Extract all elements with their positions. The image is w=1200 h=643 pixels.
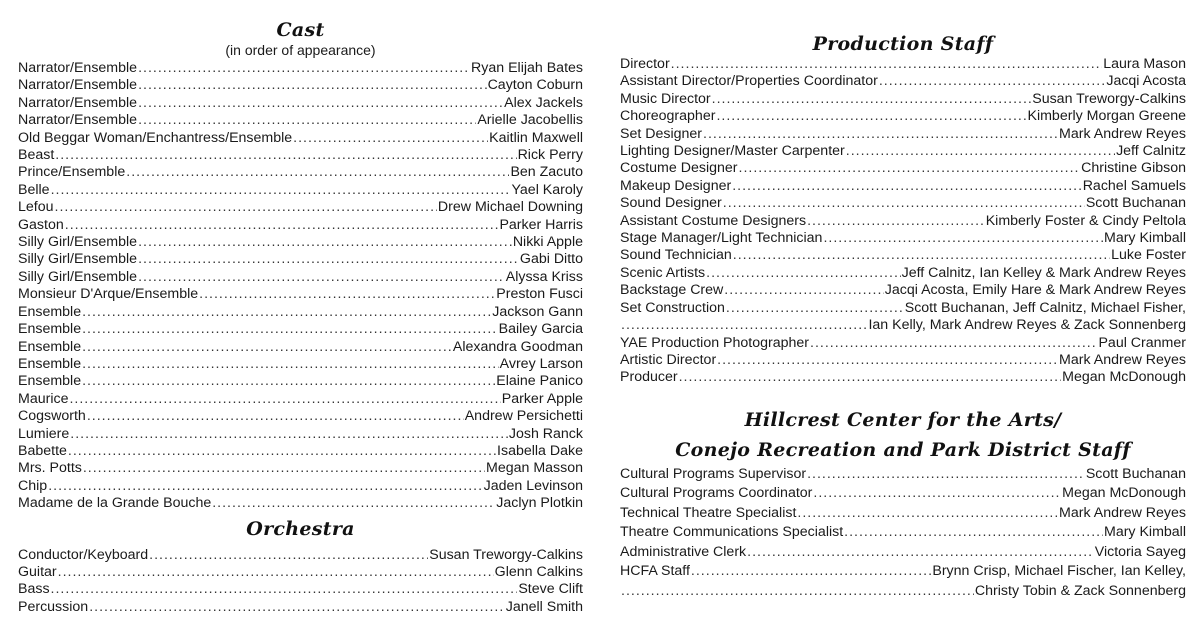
orchestra-heading: Orchestra	[246, 517, 355, 540]
credit-row	[18, 339, 583, 356]
leader-dots	[138, 251, 519, 268]
production-staff-heading: Production Staff	[812, 33, 994, 55]
leader-dots	[716, 108, 1026, 125]
credit-role: Costume Designer	[620, 160, 738, 177]
leader-dots	[82, 373, 495, 390]
credit-role: Prince/Ensemble	[18, 164, 126, 181]
credit-name: Gabi Ditto	[519, 251, 583, 268]
credit-name: Josh Ranck	[508, 425, 583, 442]
leader-dots	[691, 562, 931, 582]
credit-name: Mary Kimball	[1104, 524, 1186, 541]
credit-row	[620, 56, 1186, 73]
credit-role: Set Designer	[620, 125, 703, 142]
leader-dots	[138, 60, 470, 77]
credit-role: Narrator/Ensemble	[18, 77, 138, 94]
leader-dots	[823, 230, 1103, 247]
credit-row	[620, 178, 1186, 195]
leader-dots	[48, 478, 482, 495]
credit-role: Director	[620, 56, 670, 72]
credit-name: Mark Andrew Reyes	[1059, 125, 1186, 142]
credit-row	[18, 304, 583, 321]
credit-role: Beast	[18, 147, 55, 164]
credit-row	[620, 108, 1186, 125]
credit-row	[620, 352, 1186, 369]
credit-role: Mrs. Potts	[18, 460, 82, 477]
credit-role: Silly Girl/Ensemble	[18, 234, 138, 251]
credit-name: Jaden Levinson	[483, 477, 583, 494]
credit-role: Scenic Artists	[620, 264, 706, 281]
hillcrest-staff-list	[620, 465, 1186, 602]
leader-dots	[51, 581, 518, 598]
credit-row	[620, 160, 1186, 177]
credit-name: Parker Harris	[499, 216, 583, 233]
credit-row	[620, 213, 1186, 230]
credit-role: Backstage Crew	[620, 282, 724, 299]
credit-name: Bailey Garcia	[498, 321, 583, 338]
credit-row	[18, 112, 583, 129]
credit-role: Percussion	[18, 598, 89, 615]
credit-role: Ensemble	[18, 338, 82, 355]
credit-name: Kimberly Morgan Greene	[1027, 108, 1186, 125]
leader-dots	[679, 369, 1062, 386]
orchestra-list	[18, 547, 583, 617]
leader-dots	[726, 300, 904, 317]
leader-dots	[51, 182, 511, 199]
credit-name: Andrew Persichetti	[464, 408, 583, 425]
hillcrest-heading-line2: Conejo Recreation and Park District Staff	[675, 438, 1131, 461]
credit-role: Silly Girl/Ensemble	[18, 268, 138, 285]
credit-row	[620, 143, 1186, 160]
leader-dots	[82, 339, 452, 356]
leader-dots	[732, 178, 1081, 195]
credit-row	[620, 465, 1186, 485]
credit-row	[18, 547, 583, 564]
leader-dots	[879, 73, 1106, 90]
credit-name: Alyssa Kriss	[505, 268, 583, 285]
leader-dots	[712, 91, 1032, 108]
credit-row	[18, 217, 583, 234]
credit-row	[620, 195, 1186, 212]
leader-dots	[138, 112, 476, 129]
credit-row	[620, 317, 1186, 334]
leader-dots	[58, 564, 494, 581]
leader-dots	[813, 484, 1061, 504]
credit-role: Cultural Programs Coordinator	[620, 485, 813, 502]
credit-name: Alexandra Goodman	[452, 338, 583, 355]
credit-row	[18, 478, 583, 495]
credit-name: Megan Masson	[486, 460, 583, 477]
leader-dots	[82, 321, 498, 338]
leader-dots	[55, 199, 437, 216]
credit-name: Cayton Coburn	[487, 77, 583, 94]
credit-role: Narrator/Ensemble	[18, 60, 138, 76]
credit-name: Glenn Calkins	[494, 563, 583, 580]
leader-dots	[739, 160, 1081, 177]
leader-dots	[83, 460, 485, 477]
leader-dots	[138, 234, 512, 251]
credit-name: Parker Apple	[501, 390, 583, 407]
credit-row	[18, 286, 583, 303]
credit-role: Ensemble	[18, 321, 82, 338]
credit-name: Kaitlin Maxwell	[489, 129, 583, 146]
credit-name: Victoria Sayeg	[1094, 543, 1186, 560]
credit-row	[620, 504, 1186, 524]
leader-dots	[810, 335, 1097, 352]
credit-name: Christine Gibson	[1081, 160, 1186, 177]
leader-dots	[747, 543, 1094, 563]
credit-row	[18, 460, 583, 477]
credit-name: Kimberly Foster & Cindy Peltola	[985, 212, 1186, 229]
leader-dots	[706, 265, 900, 282]
credit-role: Technical Theatre Specialist	[620, 504, 797, 521]
credit-role: Assistant Costume Designers	[620, 212, 807, 229]
credit-name: Brynn Crisp, Michael Fischer, Ian Kelley,	[932, 563, 1186, 580]
credit-role: Old Beggar Woman/Enchantress/Ensemble	[18, 129, 293, 146]
leader-dots	[621, 582, 974, 602]
credit-role: Ensemble	[18, 373, 82, 390]
credit-row	[18, 321, 583, 338]
credit-name: Steve Clift	[518, 581, 583, 598]
credit-row	[18, 182, 583, 199]
leader-dots	[82, 304, 491, 321]
credit-name: Scott Buchanan, Jeff Calnitz, Michael Fisher,	[904, 299, 1186, 316]
credit-name: Jeff Calnitz, Ian Kelley & Mark Andrew Reyes	[901, 264, 1186, 281]
leader-dots	[717, 352, 1058, 369]
credit-row	[18, 164, 583, 181]
credit-name: Rachel Samuels	[1082, 177, 1186, 194]
credit-row	[620, 484, 1186, 504]
credit-name: Jacqi Acosta, Emily Hare & Mark Andrew Reyes	[884, 282, 1186, 299]
credit-row	[18, 199, 583, 216]
credit-role: Madame de la Grande Bouche	[18, 495, 212, 512]
leader-dots	[138, 269, 505, 286]
credit-name: Luke Foster	[1111, 247, 1186, 264]
leader-dots	[55, 147, 516, 164]
credit-role: Artistic Director	[620, 351, 717, 368]
left-column	[18, 0, 583, 616]
credit-row	[620, 247, 1186, 264]
credit-name: Yael Karoly	[511, 181, 583, 198]
credit-name: Ryan Elijah Bates	[471, 60, 583, 76]
leader-dots	[212, 495, 495, 512]
cast-list	[18, 60, 583, 513]
credit-role: Stage Manager/Light Technician	[620, 230, 823, 247]
credit-name: Drew Michael Downing	[437, 199, 583, 216]
leader-dots	[621, 317, 867, 334]
credit-row	[620, 300, 1186, 317]
credit-row	[620, 73, 1186, 90]
credit-role: Music Director	[620, 90, 711, 107]
credit-name: Isabella Dake	[497, 442, 583, 459]
credit-name: Ian Kelly, Mark Andrew Reyes & Zack Sonnenberg	[868, 317, 1186, 334]
credit-name: Mark Andrew Reyes	[1059, 351, 1186, 368]
leader-dots	[68, 443, 496, 460]
credit-row	[620, 582, 1186, 602]
credit-row	[18, 564, 583, 581]
credit-name: Nikki Apple	[512, 234, 583, 251]
credit-role: Chip	[18, 477, 48, 494]
credit-row	[18, 408, 583, 425]
credit-role: Producer	[620, 369, 678, 386]
credit-role: Sound Designer	[620, 195, 722, 212]
leader-dots	[846, 143, 1115, 160]
credit-role: Sound Technician	[620, 247, 732, 264]
right-column	[620, 0, 1186, 601]
credit-role: Ensemble	[18, 355, 82, 372]
leader-dots	[733, 247, 1110, 264]
credit-name: Scott Buchanan	[1085, 465, 1186, 482]
credit-row	[620, 562, 1186, 582]
credit-role: Guitar	[18, 563, 57, 580]
leader-dots	[89, 599, 505, 616]
credit-name: Susan Treworgy-Calkins	[429, 546, 583, 563]
credit-role: Bass	[18, 581, 50, 598]
credit-row	[18, 95, 583, 112]
credit-role: Narrator/Ensemble	[18, 112, 138, 129]
credit-name: Arielle Jacobellis	[477, 112, 583, 129]
credit-row	[18, 495, 583, 512]
credit-row	[18, 251, 583, 268]
credit-row	[18, 443, 583, 460]
credit-role: HCFA Staff	[620, 563, 690, 580]
credit-row	[18, 356, 583, 373]
credit-name: Alex Jackels	[504, 94, 583, 111]
credit-role: Belle	[18, 181, 50, 198]
hillcrest-heading	[620, 405, 1186, 465]
credit-name: Mary Kimball	[1104, 230, 1186, 247]
credit-name: Jackson Gann	[492, 303, 583, 320]
leader-dots	[82, 356, 499, 373]
credit-row	[620, 543, 1186, 563]
credit-row	[18, 391, 583, 408]
credit-role: Monsieur D'Arque/Ensemble	[18, 286, 199, 303]
credit-name: Susan Treworgy-Calkins	[1032, 90, 1186, 107]
credit-row	[18, 130, 583, 147]
production-staff-list	[620, 56, 1186, 387]
credit-name: Avrey Larson	[499, 355, 583, 372]
credit-row	[620, 126, 1186, 143]
leader-dots	[199, 286, 495, 303]
credit-role: Set Construction	[620, 299, 725, 316]
leader-dots	[65, 217, 499, 234]
leader-dots	[126, 164, 509, 181]
credit-name: Ben Zacuto	[510, 164, 583, 181]
credit-role: Cogsworth	[18, 408, 86, 425]
leader-dots	[703, 126, 1058, 143]
leader-dots	[138, 77, 486, 94]
credit-row	[620, 265, 1186, 282]
hillcrest-heading-line1: Hillcrest Center for the Arts/	[744, 408, 1062, 431]
credit-role: Lumiere	[18, 425, 70, 442]
leader-dots	[138, 95, 503, 112]
credit-name: Megan McDonough	[1062, 485, 1186, 502]
credit-row	[18, 147, 583, 164]
credit-role: Cultural Programs Supervisor	[620, 465, 807, 482]
credit-name: Janell Smith	[505, 598, 583, 615]
credit-name: Jacqi Acosta	[1106, 73, 1186, 90]
credit-row	[18, 60, 583, 77]
credit-row	[620, 282, 1186, 299]
credit-row	[18, 599, 583, 616]
credit-name: Mark Andrew Reyes	[1059, 504, 1186, 521]
credit-name: Rick Perry	[517, 147, 583, 164]
leader-dots	[293, 130, 488, 147]
credit-role: Silly Girl/Ensemble	[18, 251, 138, 268]
credit-row	[620, 369, 1186, 386]
credit-role: Theatre Communications Specialist	[620, 524, 844, 541]
credit-row	[18, 269, 583, 286]
credit-row	[18, 581, 583, 598]
credit-role: Babette	[18, 442, 67, 459]
leader-dots	[723, 195, 1085, 212]
leader-dots	[70, 426, 508, 443]
credit-name: Jaclyn Plotkin	[496, 495, 583, 512]
credit-name: Christy Tobin & Zack Sonnenberg	[974, 582, 1186, 599]
credit-role: Conductor/Keyboard	[18, 546, 149, 563]
credit-role: Assistant Director/Properties Coordinator	[620, 73, 878, 90]
leader-dots	[149, 547, 428, 564]
leader-dots	[807, 465, 1085, 485]
credit-role: Choreographer	[620, 108, 716, 125]
credit-role: Maurice	[18, 390, 69, 407]
credit-role: Administrative Clerk	[620, 543, 747, 560]
credit-role: YAE Production Photographer	[620, 334, 810, 351]
leader-dots	[724, 282, 884, 299]
credit-role: Makeup Designer	[620, 177, 732, 194]
credit-row	[620, 230, 1186, 247]
credit-role: Gaston	[18, 216, 64, 233]
credit-row	[18, 77, 583, 94]
leader-dots	[69, 391, 500, 408]
credit-role: Lighting Designer/Master Carpenter	[620, 143, 845, 160]
credit-name: Paul Cranmer	[1098, 334, 1186, 351]
credit-role: Narrator/Ensemble	[18, 94, 138, 111]
credit-name: Preston Fusci	[496, 286, 583, 303]
credit-role: Ensemble	[18, 303, 82, 320]
credit-name: Megan McDonough	[1062, 369, 1186, 386]
credit-row	[620, 523, 1186, 543]
cast-subheading: (in order of appearance)	[225, 42, 376, 58]
leader-dots	[797, 504, 1058, 524]
credit-role: Lefou	[18, 199, 54, 216]
leader-dots	[671, 56, 1103, 73]
leader-dots	[87, 408, 464, 425]
credit-row	[620, 91, 1186, 108]
credit-row	[18, 234, 583, 251]
credit-name: Laura Mason	[1103, 56, 1186, 72]
credit-row	[18, 426, 583, 443]
credit-row	[18, 373, 583, 390]
leader-dots	[844, 523, 1103, 543]
credit-row	[620, 335, 1186, 352]
credit-name: Scott Buchanan	[1085, 195, 1186, 212]
credit-name: Elaine Panico	[496, 373, 583, 390]
cast-heading: Cast	[276, 19, 325, 41]
leader-dots	[807, 213, 985, 230]
credit-name: Jeff Calnitz	[1116, 143, 1186, 160]
